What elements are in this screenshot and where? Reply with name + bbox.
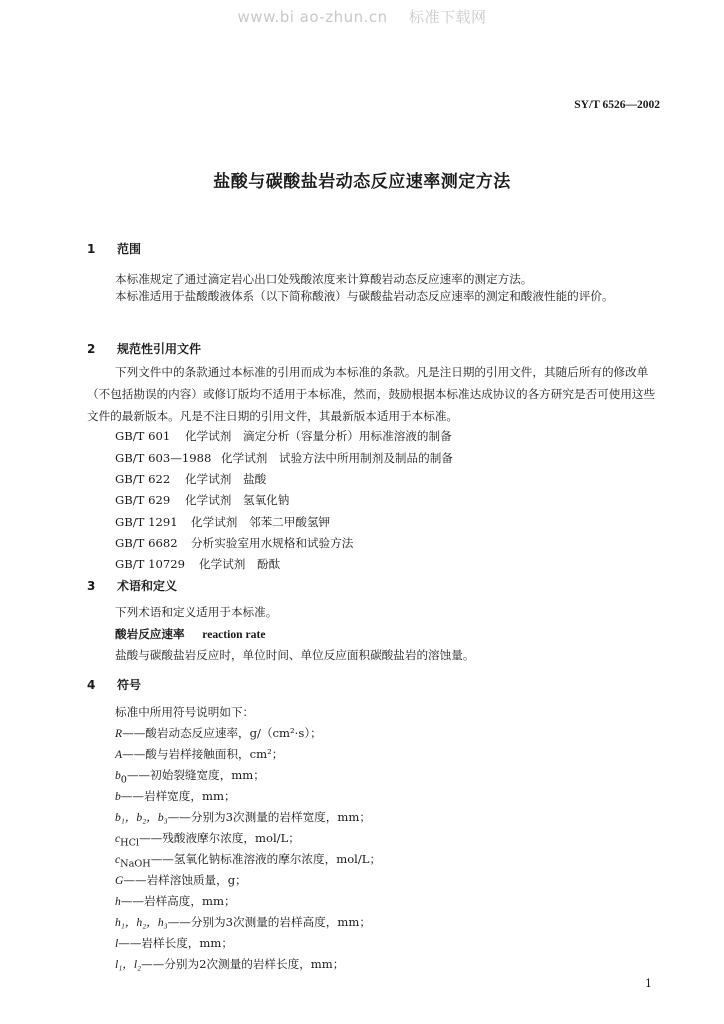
reference-item [115, 514, 330, 530]
symbol: b₁，b₂，b₃ [115, 811, 168, 824]
symbol-definition [115, 746, 283, 764]
symbol: G [115, 874, 124, 887]
term-definition: 盐酸与碳酸盐岩反应时，单位时间、单位反应面积碳酸盐岩的溶蚀量。 [115, 648, 475, 662]
symbol-definition [115, 767, 265, 785]
section-number: 3 [87, 579, 96, 593]
symbol-definition [115, 914, 371, 932]
reference-code: GB/T 603—1988 [115, 451, 212, 465]
reference-title: 化学试剂 试验方法中所用制剂及制品的制备 [221, 451, 453, 465]
scope-paragraph-1: 本标准规定了通过滴定岩心出口处残酸浓度来计算酸岩动态反应速率的测定方法。 [115, 272, 533, 286]
scope-paragraph-2: 本标准适用于盐酸酸液体系（以下简称酸液）与碳酸盐岩动态反应速率的测定和酸液性能的评价。 [115, 289, 614, 303]
section-number: 4 [87, 678, 96, 692]
watermark [0, 6, 724, 27]
reference-code: GB/T 1291 [115, 515, 178, 529]
reference-item [115, 556, 280, 572]
terms-intro: 下列术语和定义适用于本标准。 [115, 605, 278, 619]
reference-title: 分析实验室用水规格和试验方法 [191, 536, 354, 550]
section-title: 符号 [117, 678, 142, 692]
symbol-description: ——岩样溶蚀质量，g； [123, 873, 247, 887]
section-number: 2 [87, 342, 96, 356]
symbol: c [115, 853, 121, 866]
section-heading-refs [87, 340, 201, 357]
watermark-url: www.bi ao-zhun.cn [237, 8, 388, 26]
symbol-definition [115, 725, 322, 743]
standard-number: SY/T 6526—2002 [574, 99, 660, 111]
term-entry [115, 626, 265, 642]
section-title: 规范性引用文件 [117, 342, 202, 356]
symbol-definition [115, 935, 233, 953]
reference-title: 化学试剂 盐酸 [185, 472, 267, 486]
symbol-description: ——初始裂缝宽度，mm； [126, 768, 265, 782]
symbol-description: ——残酸液摩尔浓度，mol/L； [139, 831, 300, 845]
reference-code: GB/T 601 [115, 429, 171, 443]
symbol-subscript: HCl [120, 837, 140, 849]
symbol-definition [115, 872, 247, 890]
document-title: 盐酸与碳酸盐岩动态反应速率测定方法 [213, 172, 511, 192]
section-title: 范围 [117, 242, 142, 256]
symbol: b [115, 769, 121, 782]
section-title: 术语和定义 [117, 579, 178, 593]
reference-item [115, 471, 266, 487]
reference-title: 化学试剂 酚酞 [199, 557, 281, 571]
section-number: 1 [87, 242, 96, 256]
reference-item [115, 535, 353, 551]
symbol-description: ——酸岩动态反应速率，g/（cm²·s）； [122, 726, 322, 740]
symbol-definition [115, 788, 236, 806]
reference-item [115, 492, 289, 508]
symbol: A [115, 748, 123, 761]
symbol: R [115, 727, 123, 740]
section-heading-terms [87, 577, 177, 594]
page-number: 1 [645, 977, 652, 990]
watermark-site: 标准下载网 [408, 8, 487, 26]
symbol-definition [115, 830, 300, 848]
symbol-subscript: 0 [120, 774, 127, 786]
symbol-description: ——酸与岩样接触面积，cm²； [122, 747, 284, 761]
symbol: c [115, 832, 121, 845]
symbol-description: ——分别为2次测量的岩样长度，mm； [141, 957, 345, 971]
section-heading-symbols [87, 676, 141, 693]
reference-code: GB/T 629 [115, 493, 171, 507]
symbol-definition [115, 851, 381, 869]
term-english: reaction rate [202, 628, 266, 641]
symbol-definition [115, 956, 344, 974]
symbols-intro: 标准中所用符号说明如下： [115, 705, 255, 719]
symbol-definition [115, 809, 371, 827]
reference-item [115, 450, 453, 466]
reference-item [115, 428, 452, 444]
reference-code: GB/T 10729 [115, 557, 185, 571]
symbol-description: ——岩样宽度，mm； [120, 789, 236, 803]
symbol: h [115, 895, 121, 908]
reference-title: 化学试剂 邻苯二甲酸氢钾 [191, 515, 331, 529]
symbol-subscript: NaOH [120, 858, 151, 870]
symbol: l₁，l₂ [115, 958, 142, 971]
reference-title: 化学试剂 滴定分析（容量分析）用标准溶液的制备 [185, 429, 452, 443]
symbol-description: ——分别为3次测量的岩样高度，mm； [167, 915, 371, 929]
symbol: h₁，h₂，h₃ [115, 916, 168, 929]
term-chinese: 酸岩反应速率 [115, 627, 185, 641]
section-heading-scope [87, 240, 141, 257]
symbol-description: ——氢氧化钠标准溶液的摩尔浓度，mol/L； [150, 852, 382, 866]
symbol: b [115, 790, 121, 803]
reference-code: GB/T 6682 [115, 536, 178, 550]
symbol-description: ——分别为3次测量的岩样宽度，mm； [167, 810, 371, 824]
symbol-definition [115, 893, 236, 911]
symbol: l [115, 937, 119, 950]
refs-intro-paragraph: 下列文件中的条款通过本标准的引用而成为本标准的条款。凡是注日期的引用文件，其随后所有的修改单（不包括勘误的内容）或修订版均不适用于本标准，然而，鼓励根据本标准达成协议的各方研究是否可使用这些文件的最新版本。凡是不注日期的引用文件，其最新版本适用于本标准。 [87, 365, 656, 423]
symbol-description: ——岩样高度，mm； [120, 894, 236, 908]
reference-code: GB/T 622 [115, 472, 171, 486]
symbol-description: ——岩样长度，mm； [118, 936, 233, 950]
reference-title: 化学试剂 氢氧化钠 [185, 493, 290, 507]
